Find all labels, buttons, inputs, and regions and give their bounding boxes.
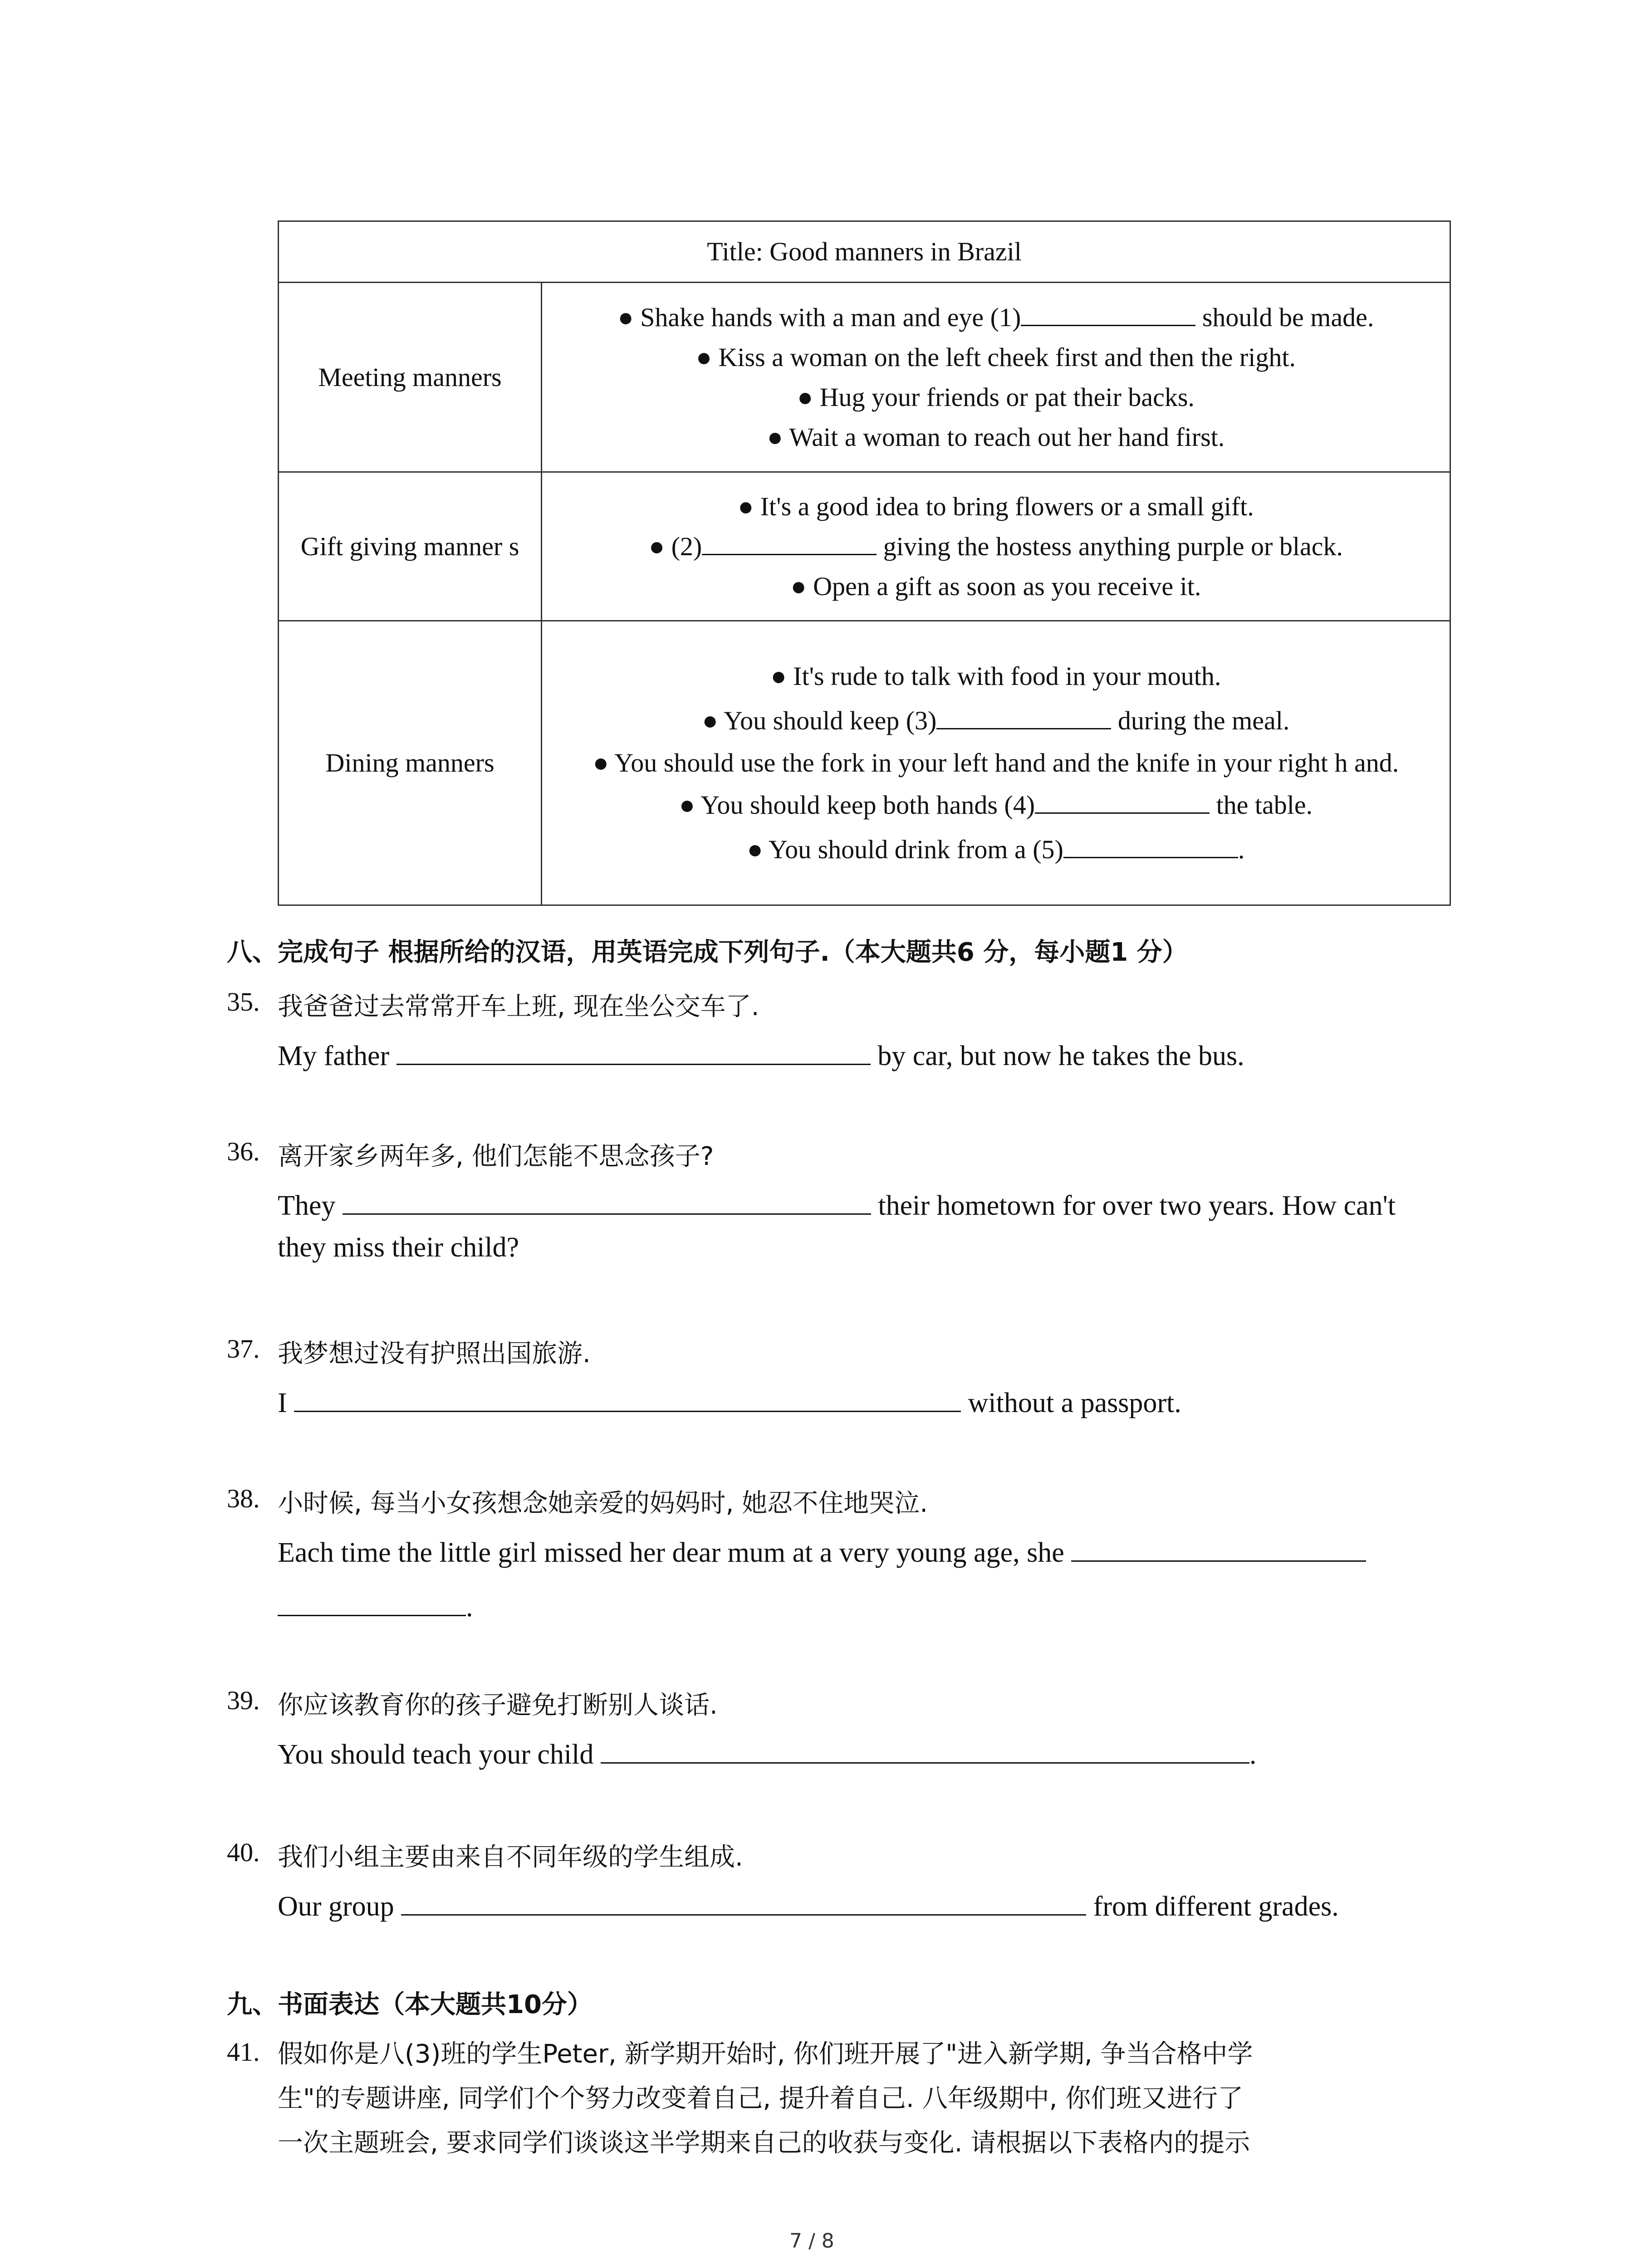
blank-5[interactable] bbox=[1063, 830, 1238, 858]
question-38-number: 38. bbox=[227, 1484, 260, 1513]
blank-3[interactable] bbox=[936, 701, 1111, 729]
question-35-prompt: My father by car, but now he takes the bus. bbox=[278, 1036, 1244, 1072]
question-37-prompt: I without a passport. bbox=[278, 1383, 1181, 1419]
question-35-chinese: 我爸爸过去常常开车上班, 现在坐公交车了. bbox=[278, 992, 759, 1022]
question-40-prompt: Our group from different grades. bbox=[278, 1887, 1339, 1923]
answer-35-blank[interactable] bbox=[397, 1036, 871, 1065]
answer-38-blank[interactable] bbox=[1071, 1533, 1366, 1562]
question-36-prompt: They their hometown for over two years. How can't bbox=[278, 1186, 1396, 1222]
question-36-number: 36. bbox=[227, 1137, 260, 1166]
answer-37-blank[interactable] bbox=[294, 1383, 961, 1412]
answer-40-blank[interactable] bbox=[401, 1887, 1086, 1916]
table-title: Title: Good manners in Brazil bbox=[279, 221, 1450, 283]
row-content-dining: ● It's rude to talk with food in your mouth. ● You should keep (3) during the meal. ● You should use the fork in your left hand and the knife in your right h and. ● You should keep both hands (4) the table. ● You should drink from a (5) . bbox=[542, 621, 1450, 905]
row-content-meeting: ● Shake hands with a man and eye (1) should be made. ● Kiss a woman on the left cheek first and then the right. ● Hug your friends or pat their backs. ● Wait a woman to reach out her hand first. bbox=[542, 283, 1450, 472]
question-38-chinese: 小时候, 每当小女孩想念她亲爱的妈妈时, 她忍不住地哭泣. bbox=[278, 1489, 928, 1518]
manners-table bbox=[278, 220, 1451, 906]
page-number: 7 / 8 bbox=[789, 2229, 834, 2253]
question-36-chinese: 离开家乡两年多, 他们怎能不思念孩子? bbox=[278, 1142, 714, 1171]
question-38-continuation: . bbox=[278, 1588, 473, 1623]
row-label-meeting: Meeting manners bbox=[279, 283, 542, 472]
question-41-number: 41. bbox=[227, 2037, 260, 2067]
answer-38-blank-cont[interactable] bbox=[278, 1588, 466, 1616]
section-9-heading: 九、书面表达（本大题共10分） bbox=[227, 1990, 593, 2019]
row-content-gift: ● It's a good idea to bring flowers or a small gift. ● (2) giving the hostess anything purple or black. ● Open a gift as soon as you receive it. bbox=[542, 472, 1450, 621]
question-37-chinese: 我梦想过没有护照出国旅游. bbox=[278, 1339, 591, 1369]
row-label-dining: Dining manners bbox=[279, 621, 542, 905]
answer-39-blank[interactable] bbox=[601, 1735, 1249, 1764]
question-40-chinese: 我们小组主要由来自不同年级的学生组成. bbox=[278, 1843, 743, 1872]
blank-2[interactable] bbox=[702, 527, 877, 555]
question-39-chinese: 你应该教育你的孩子避免打断别人谈话. bbox=[278, 1691, 718, 1720]
question-35-number: 35. bbox=[227, 987, 260, 1017]
row-label-gift: Gift giving manner s bbox=[279, 472, 542, 621]
question-37-number: 37. bbox=[227, 1334, 260, 1364]
question-39-prompt: You should teach your child . bbox=[278, 1735, 1256, 1771]
blank-1[interactable] bbox=[1021, 298, 1195, 326]
question-40-number: 40. bbox=[227, 1838, 260, 1867]
question-41-text: 假如你是八(3)班的学生Peter, 新学期开始时, 你们班开展了"进入新学期, 争当合格中学 生"的专题讲座, 同学们个个努力改变着自己, 提升着自己. 八年级期中, 你们班又进行了 一次主题班会, 要求同学们谈谈这半学期来自己的收获与变化. 请根据以下表格内的提示 bbox=[278, 2039, 1253, 2158]
question-39-number: 39. bbox=[227, 1686, 260, 1715]
blank-4[interactable] bbox=[1035, 785, 1210, 814]
question-38-prompt: Each time the little girl missed her dear mum at a very young age, she bbox=[278, 1533, 1366, 1569]
question-36-continuation: they miss their child? bbox=[278, 1232, 519, 1263]
section-8-heading: 八、完成句子 根据所给的汉语，用英语完成下列句子.（本大题共6 分，每小题1 分） bbox=[227, 938, 1188, 967]
answer-36-blank[interactable] bbox=[343, 1186, 871, 1215]
